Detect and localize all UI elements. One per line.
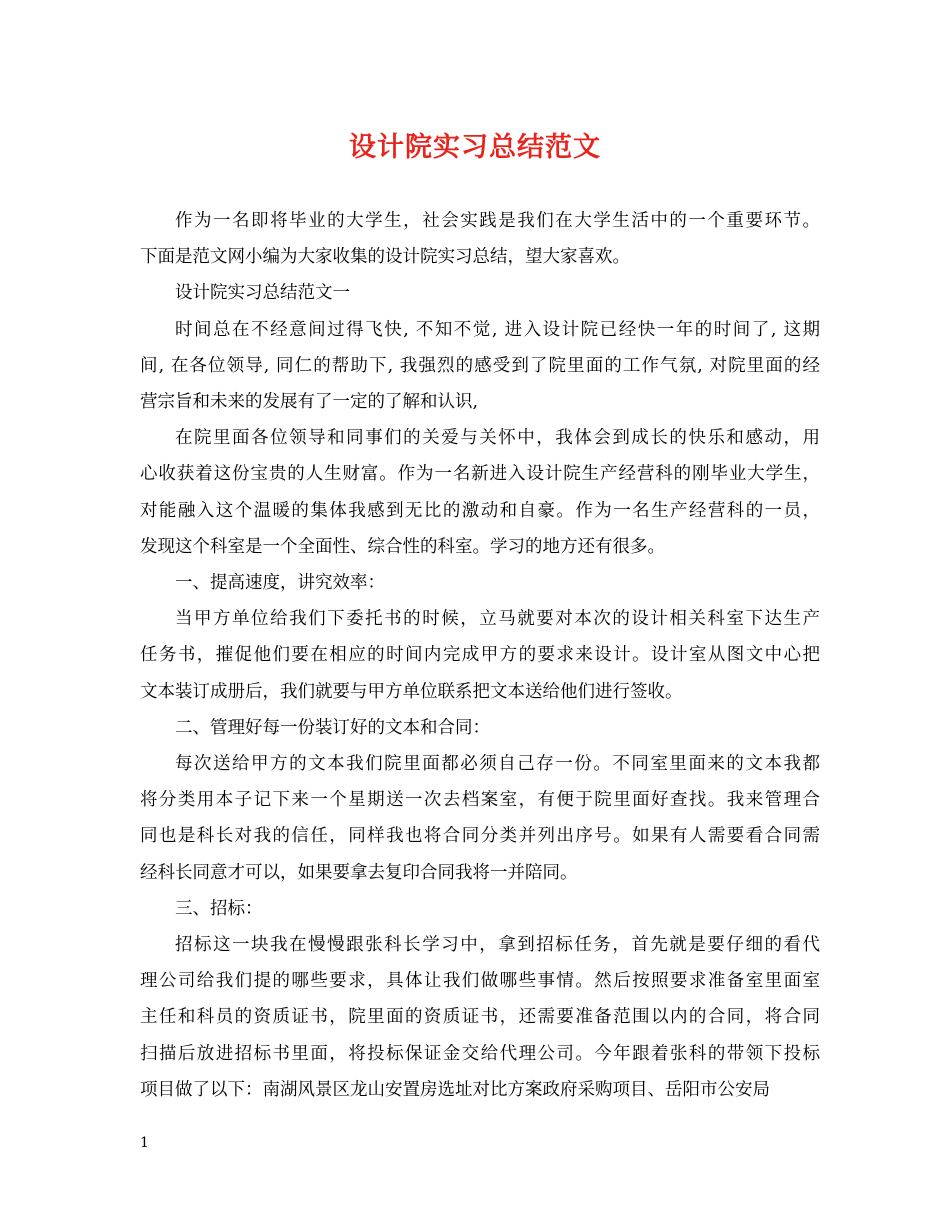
- paragraph-line: 心收获着这份宝贵的人生财富。作为一名新进入设计院生产经营科的刚毕业大学生，: [140, 464, 820, 485]
- paragraph: [140, 203, 820, 275]
- paragraph-line: 理公司给我们提的哪些要求，具体让我们做哪些事情。然后按照要求准备室里面室: [140, 971, 820, 992]
- paragraph-line: 下面是范文网小编为大家收集的设计院实习总结，望大家喜欢。: [140, 247, 630, 268]
- paragraph: [140, 891, 820, 927]
- paragraph: [140, 420, 820, 565]
- paragraph-line: 扫描后放进招标书里面，将投标保证金交给代理公司。今年跟着张科的带领下投标: [140, 1043, 820, 1064]
- document-body: [140, 203, 820, 1108]
- paragraph-line: 文本装订成册后，我们就要与甲方单位联系把文本送给他们进行签收。: [140, 681, 683, 702]
- paragraph-line: 经科长同意才可以，如果要拿去复印合同我将一并陪同。: [140, 862, 578, 883]
- paragraph-line: 将分类用本子记下来一个星期送一次去档案室，有便于院里面好查找。我来管理合: [140, 790, 820, 811]
- paragraph-line: 设计院实习总结范文一: [175, 283, 350, 304]
- paragraph: [140, 312, 820, 421]
- paragraph-line: 间, 在各位领导, 同仁的帮助下, 我强烈的感受到了院里面的工作气氛, 对院里面的经: [140, 355, 820, 376]
- paragraph-line: 项目做了以下：南湖风景区龙山安置房选址对比方案政府采购项目、岳阳市公安局: [140, 1079, 770, 1100]
- paragraph: [140, 746, 820, 891]
- paragraph-line: 当甲方单位给我们下委托书的时候，立马就要对本次的设计相关科室下达生产: [175, 609, 820, 630]
- paragraph: [140, 565, 820, 601]
- paragraph-line: 营宗旨和未来的发展有了一定的了解和认识,: [140, 392, 479, 413]
- paragraph-line: 在院里面各位领导和同事们的关爱与关怀中，我体会到成长的快乐和感动，用: [175, 428, 820, 449]
- paragraph-line: 同也是科长对我的信任，同样我也将合同分类并列出序号。如果有人需要看合同需: [140, 826, 820, 847]
- page-number: 1: [140, 1135, 149, 1151]
- paragraph: [140, 601, 820, 710]
- paragraph: [140, 275, 820, 311]
- paragraph-line: 时间总在不经意间过得飞快, 不知不觉, 进入设计院已经快一年的时间了, 这期: [175, 319, 820, 340]
- paragraph-line: 作为一名即将毕业的大学生，社会实践是我们在大学生活中的一个重要环节。: [175, 211, 820, 231]
- paragraph-line: 发现这个科室是一个全面性、综合性的科室。学习的地方还有很多。: [140, 536, 665, 557]
- paragraph-line: 一、提高速度，讲究效率：: [175, 573, 385, 594]
- paragraph-line: 招标这一块我在慢慢跟张科长学习中，拿到招标任务，首先就是要仔细的看代: [175, 935, 820, 956]
- paragraph: [140, 927, 820, 1108]
- paragraph-line: 二、管理好每一份装订好的文本和合同：: [175, 717, 490, 738]
- paragraph-line: 主任和科员的资质证书，院里面的资质证书，还需要准备范围以内的合同，将合同: [140, 1007, 820, 1028]
- document-title: 设计院实习总结范文: [349, 132, 601, 163]
- paragraph-line: 对能融入这个温暖的集体我感到无比的激动和自豪。作为一名生产经营科的一员，: [140, 500, 820, 521]
- paragraph-line: 三、招标：: [175, 898, 263, 919]
- paragraph-line: 每次送给甲方的文本我们院里面都必须自己存一份。不同室里面来的文本我都: [175, 754, 820, 775]
- paragraph-line: 任务书，摧促他们要在相应的时间内完成甲方的要求来设计。设计室从图文中心把: [140, 645, 820, 666]
- paragraph: [140, 710, 820, 746]
